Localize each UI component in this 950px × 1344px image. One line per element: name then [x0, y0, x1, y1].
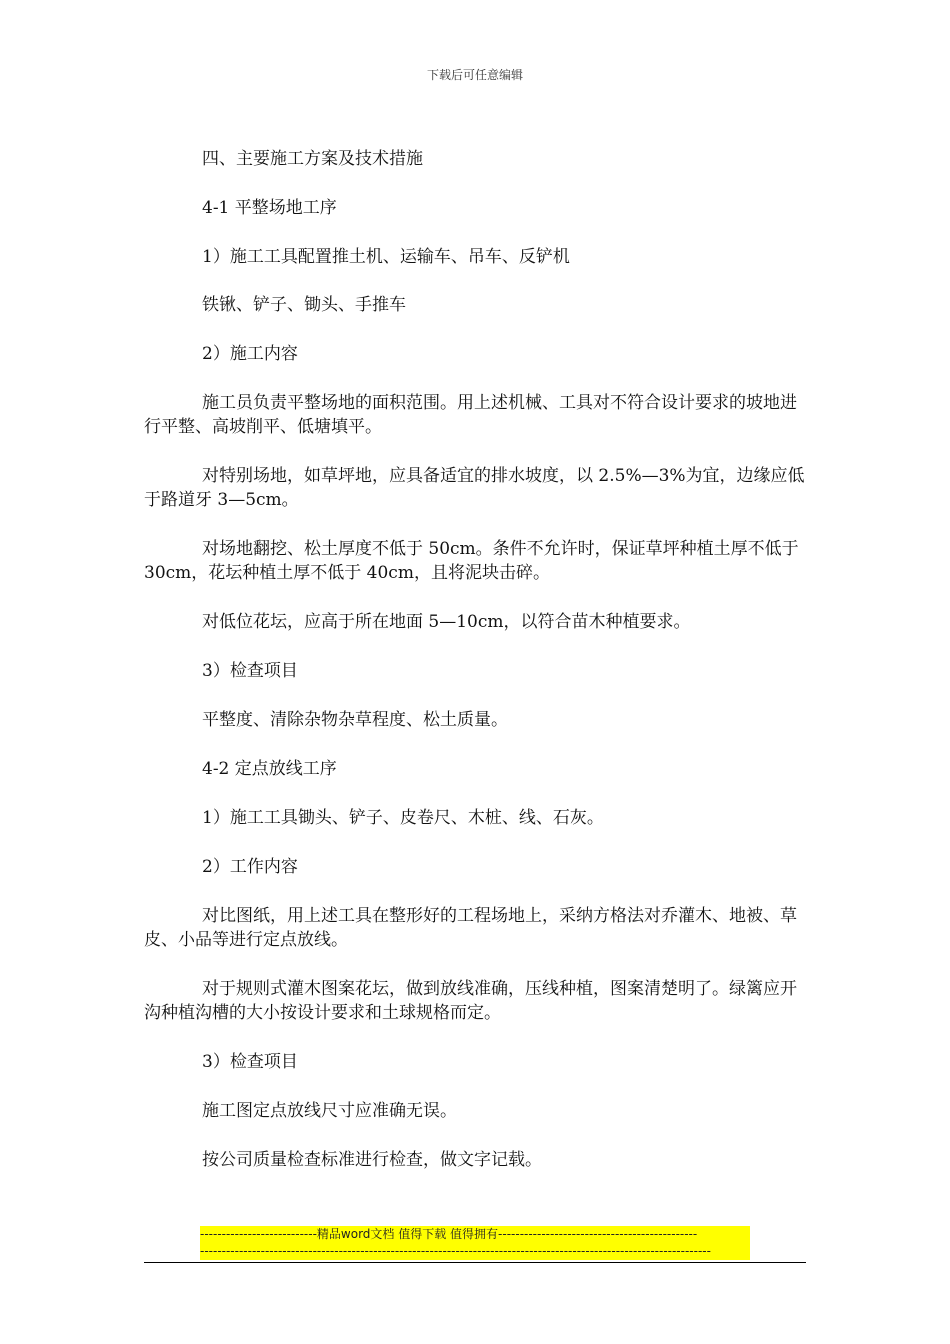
paragraph: 1）施工工具锄头、铲子、皮卷尺、木桩、线、石灰。: [202, 808, 604, 828]
footer-banner-line: ----------------------------------------------------------------------------------------------------------------------: [200, 1244, 711, 1258]
footer-banner-line: ---------------------------精品word文档 值得下载 值得拥有----------------------------------------------: [200, 1227, 698, 1241]
paragraph: 对比图纸，用上述工具在整形好的工程场地上，采纳方格法对乔灌木、地被、草皮、小品等进行定点放线。: [144, 906, 797, 950]
paragraph: 施工员负责平整场地的面积范围。用上述机械、工具对不符合设计要求的坡地进行平整、高坡削平、低塘填平。: [144, 393, 797, 437]
page-header: 下载后可任意编辑: [426, 68, 523, 82]
paragraph: 3）检查项目: [202, 661, 298, 681]
subsection-heading: 4-1 平整场地工序: [202, 198, 337, 218]
paragraph: 平整度、清除杂物杂草程度、松土质量。: [202, 710, 508, 730]
footer-banner: [200, 1226, 750, 1260]
paragraph: 对于规则式灌木图案花坛，做到放线准确，压线种植，图案清楚明了。绿篱应开沟种植沟槽的大小按设计要求和土球规格而定。: [144, 979, 797, 1023]
paragraph: 铁锹、铲子、锄头、手推车: [202, 295, 406, 315]
subsection-heading: 4-2 定点放线工序: [202, 759, 337, 779]
paragraph: 1）施工工具配置推土机、运输车、吊车、反铲机: [202, 247, 570, 267]
paragraph: 3）检查项目: [202, 1052, 298, 1072]
paragraph: 对低位花坛，应高于所在地面 5—10cm，以符合苗木种植要求。: [202, 612, 691, 632]
footer-divider: [144, 1262, 806, 1263]
paragraph: 2）工作内容: [202, 857, 298, 877]
section-heading: 四、主要施工方案及技术措施: [202, 149, 423, 169]
paragraph: 2）施工内容: [202, 344, 298, 364]
paragraph: 施工图定点放线尺寸应准确无误。: [202, 1101, 457, 1121]
document-body: [144, 147, 806, 1197]
paragraph: 对特别场地，如草坪地，应具备适宜的排水坡度，以 2.5%—3%为宜，边缘应低于路道牙 3—5cm。: [144, 466, 805, 510]
paragraph: 按公司质量检查标准进行检查，做文字记载。: [202, 1150, 542, 1170]
paragraph: 对场地翻挖、松土厚度不低于 50cm。条件不允许时，保证草坪种植土厚不低于 30cm，花坛种植土厚不低于 40cm，且将泥块击碎。: [144, 539, 805, 583]
